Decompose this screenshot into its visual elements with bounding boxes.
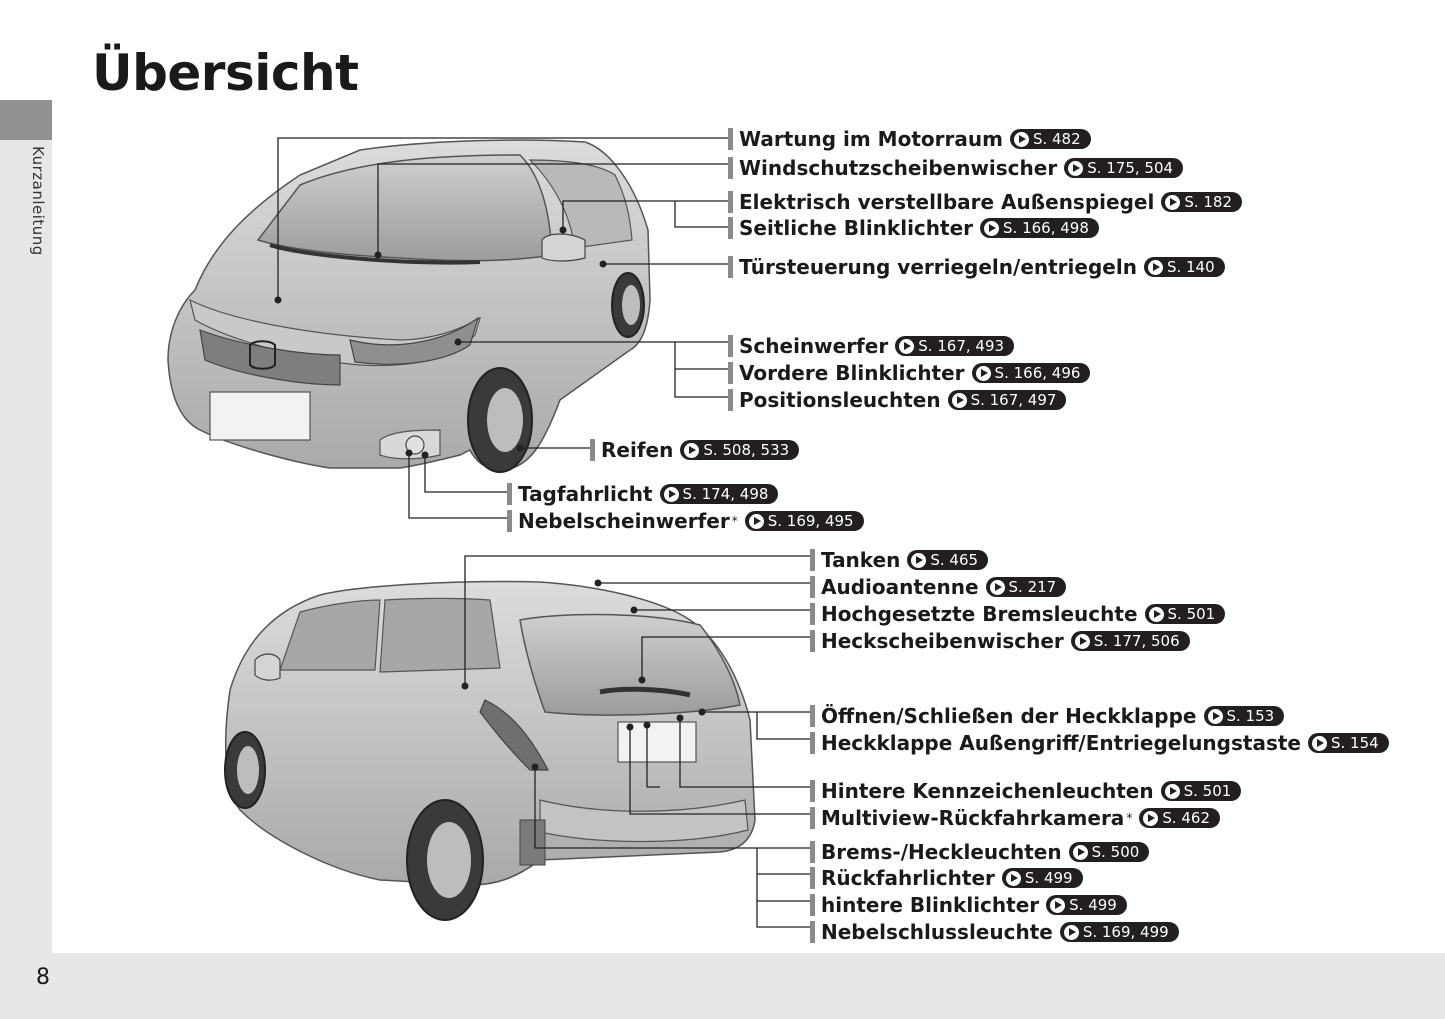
page-ref-link[interactable] — [1069, 842, 1150, 862]
label-marker — [810, 705, 815, 727]
label-text: Hochgesetzte Bremsleuchte — [821, 602, 1138, 626]
arrow-right-icon — [664, 487, 679, 502]
label-audioantenne — [810, 574, 1066, 600]
arrow-right-icon — [1075, 634, 1090, 649]
label-vordere-blinklichter — [728, 360, 1090, 386]
arrow-right-icon — [1148, 260, 1163, 275]
label-marker — [810, 549, 815, 571]
page-ref-text: S. 462 — [1162, 809, 1211, 827]
arrow-right-icon — [749, 514, 764, 529]
page-ref-link[interactable] — [1046, 895, 1127, 915]
arrow-right-icon — [1312, 736, 1327, 751]
page-ref-text: S. 465 — [930, 551, 979, 569]
page-ref-text: S. 499 — [1069, 896, 1117, 914]
label-nebelschlussleuchte — [810, 919, 1179, 945]
page-ref-text: S. 174, 498 — [682, 485, 769, 503]
page-ref-link[interactable] — [745, 511, 864, 531]
section-tab-label: Kurzanleitung — [29, 146, 47, 256]
arrow-right-icon — [1208, 709, 1223, 724]
label-marker — [810, 867, 815, 889]
page-ref-link[interactable] — [1308, 733, 1389, 753]
label-marker — [728, 256, 733, 278]
car-rear-illustration — [225, 582, 755, 920]
label-text: Wartung im Motorraum — [739, 127, 1003, 151]
label-marker — [728, 389, 733, 411]
label-text: Tanken — [821, 548, 901, 572]
label-marker — [810, 576, 815, 598]
page-ref-link[interactable] — [986, 577, 1067, 597]
label-marker — [728, 362, 733, 384]
page-ref-text: S. 166, 496 — [994, 364, 1081, 382]
page-ref-text: S. 153 — [1226, 707, 1275, 725]
page-ref-link[interactable] — [1144, 257, 1225, 277]
page-ref-link[interactable] — [1071, 631, 1190, 651]
label-text: Hintere Kennzeichenleuchten — [821, 779, 1154, 803]
label-text: Heckscheibenwischer — [821, 629, 1064, 653]
label-tuersteuerung — [728, 254, 1225, 280]
arrow-right-icon — [684, 443, 699, 458]
label-nebelscheinwerfer — [507, 508, 864, 534]
page-ref-link[interactable] — [680, 440, 799, 460]
page-ref-link[interactable] — [1145, 604, 1226, 624]
label-heckklappe-oeffnen — [810, 703, 1284, 729]
label-marker — [810, 780, 815, 802]
arrow-right-icon — [976, 366, 991, 381]
label-marker — [728, 157, 733, 179]
page-ref-text: S. 501 — [1183, 782, 1232, 800]
label-positionsleuchten — [728, 387, 1066, 413]
label-text: Nebelschlussleuchte — [821, 920, 1053, 944]
footnote-asterisk: * — [731, 514, 738, 528]
label-hintere-blinklichter — [810, 892, 1127, 918]
label-seitliche-blinklichter — [728, 215, 1099, 241]
arrow-right-icon — [899, 339, 914, 354]
label-text: Seitliche Blinklichter — [739, 216, 974, 240]
label-marker — [728, 335, 733, 357]
label-scheinwerfer — [728, 333, 1014, 359]
arrow-right-icon — [1165, 195, 1180, 210]
arrow-right-icon — [1014, 132, 1029, 147]
page-ref-text: S. 501 — [1167, 605, 1216, 623]
label-windschutzscheibenwischer — [728, 155, 1183, 181]
label-text: Reifen — [601, 438, 674, 462]
page-number: 8 — [36, 965, 50, 990]
page-ref-text: S. 182 — [1184, 193, 1233, 211]
label-kennzeichenleuchten — [810, 778, 1241, 804]
label-text: Positionsleuchten — [739, 388, 941, 412]
page-ref-text: S. 167, 493 — [918, 337, 1005, 355]
page-ref-text: S. 482 — [1032, 130, 1081, 148]
label-marker — [810, 921, 815, 943]
label-tanken — [810, 547, 988, 573]
page-ref-text: S. 177, 506 — [1093, 632, 1180, 650]
label-text: Heckklappe Außengriff/Entriegelungstaste — [821, 731, 1301, 755]
page-ref-link[interactable] — [1002, 868, 1083, 888]
label-marker — [810, 841, 815, 863]
label-marker — [728, 217, 733, 239]
label-text: Öffnen/Schließen der Heckklappe — [821, 704, 1197, 728]
label-text: Nebelscheinwerfer — [518, 509, 730, 533]
arrow-right-icon — [1006, 871, 1021, 886]
label-text: hintere Blinklichter — [821, 893, 1040, 917]
page-ref-text: S. 169, 495 — [767, 512, 854, 530]
label-marker — [810, 603, 815, 625]
label-text: Brems-/Heckleuchten — [821, 840, 1062, 864]
label-reifen — [590, 437, 799, 463]
label-hochgesetzte-bremsleuchte — [810, 601, 1225, 627]
label-text: Rückfahrlichter — [821, 866, 995, 890]
label-marker — [590, 439, 595, 461]
page-ref-text: S. 217 — [1008, 578, 1057, 596]
label-text: Elektrisch verstellbare Außenspiegel — [739, 190, 1155, 214]
label-marker — [810, 894, 815, 916]
page-ref-text: S. 169, 499 — [1082, 923, 1169, 941]
page-ref-link[interactable] — [1060, 922, 1179, 942]
label-text: Multiview-Rückfahrkamera — [821, 806, 1125, 830]
label-marker — [728, 128, 733, 150]
label-rueckfahrkamera — [810, 805, 1220, 831]
page-ref-link[interactable] — [980, 218, 1099, 238]
label-aussenspiegel — [728, 189, 1242, 215]
page-ref-text: S. 167, 497 — [970, 391, 1057, 409]
arrow-right-icon — [911, 553, 926, 568]
page-ref-text: S. 140 — [1166, 258, 1215, 276]
label-marker — [810, 630, 815, 652]
page-ref-link[interactable] — [1161, 781, 1242, 801]
page-ref-link[interactable] — [1204, 706, 1285, 726]
label-text: Windschutzscheibenwischer — [739, 156, 1058, 180]
arrow-right-icon — [984, 221, 999, 236]
label-marker — [810, 807, 815, 829]
label-heckscheibenwischer — [810, 628, 1190, 654]
label-marker — [507, 483, 512, 505]
page-ref-text: S. 175, 504 — [1087, 159, 1174, 177]
arrow-right-icon — [1050, 898, 1065, 913]
page-ref-link[interactable] — [1139, 808, 1220, 828]
arrow-right-icon — [1068, 161, 1083, 176]
arrow-right-icon — [990, 580, 1005, 595]
page-ref-link[interactable] — [1161, 192, 1242, 212]
page-ref-text: S. 508, 533 — [703, 441, 790, 459]
label-text: Tagfahrlicht — [518, 482, 653, 506]
car-front-illustration — [168, 140, 650, 472]
label-brems-heckleuchten — [810, 839, 1149, 865]
page-ref-link[interactable] — [1064, 158, 1183, 178]
page-ref-link[interactable] — [1010, 129, 1091, 149]
label-marker — [507, 510, 512, 532]
page-ref-link[interactable] — [972, 363, 1091, 383]
page-ref-text: S. 166, 498 — [1003, 219, 1089, 237]
footnote-asterisk: * — [1126, 811, 1133, 825]
arrow-right-icon — [1064, 925, 1079, 940]
arrow-right-icon — [1165, 784, 1180, 799]
label-wartung-motorraum — [728, 126, 1091, 152]
page-title: Übersicht — [92, 44, 359, 102]
label-text: Audioantenne — [821, 575, 979, 599]
page-ref-link[interactable] — [895, 336, 1014, 356]
label-marker — [728, 191, 733, 213]
page-ref-text: S. 500 — [1091, 843, 1140, 861]
label-heckklappe-aussengriff — [810, 730, 1389, 756]
page-ref-text: S. 499 — [1024, 869, 1073, 887]
arrow-right-icon — [1143, 811, 1158, 826]
label-marker — [810, 732, 815, 754]
label-rueckfahrlichter — [810, 865, 1083, 891]
arrow-right-icon — [1073, 845, 1088, 860]
label-text: Scheinwerfer — [739, 334, 889, 358]
arrow-right-icon — [952, 393, 967, 408]
page-ref-link[interactable] — [907, 550, 988, 570]
label-text: Vordere Blinklichter — [739, 361, 965, 385]
page-ref-link[interactable] — [660, 484, 779, 504]
label-tagfahrlicht — [507, 481, 778, 507]
arrow-right-icon — [1149, 607, 1164, 622]
page-ref-text: S. 154 — [1330, 734, 1379, 752]
label-text: Türsteuerung verriegeln/entriegeln — [739, 255, 1137, 279]
page-ref-link[interactable] — [948, 390, 1067, 410]
